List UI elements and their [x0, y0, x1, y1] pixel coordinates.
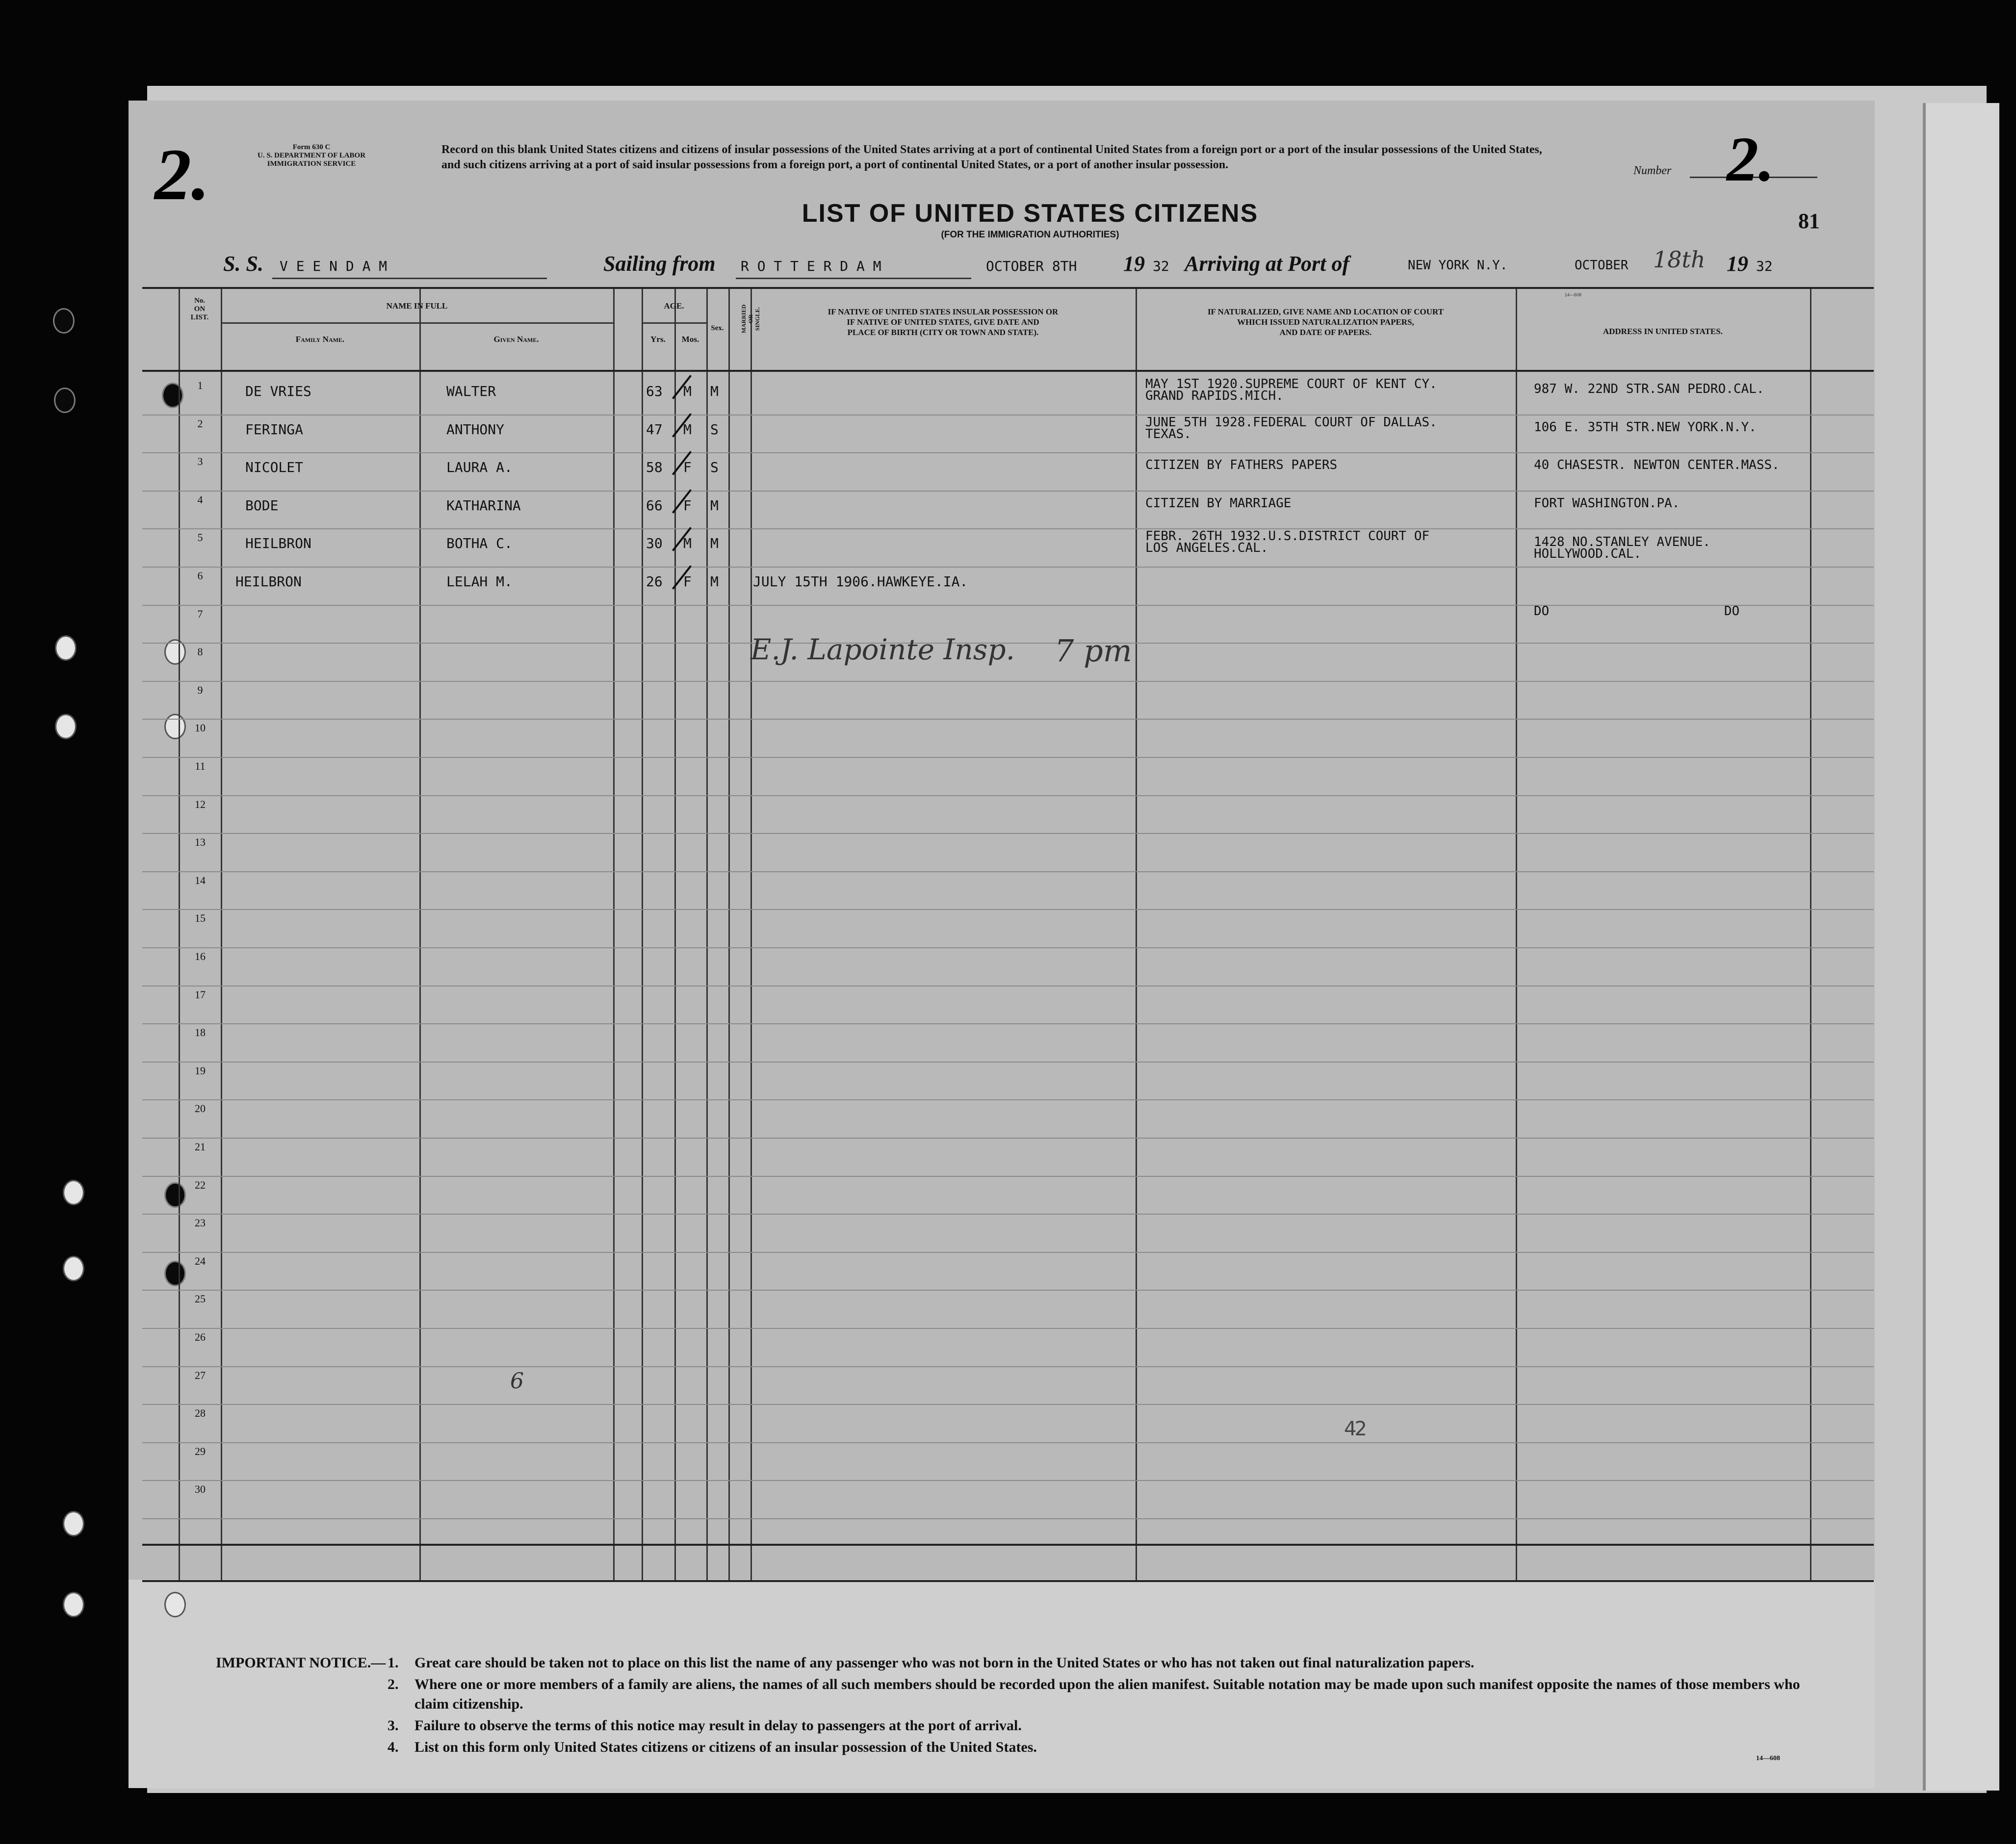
punch-hole [53, 308, 75, 334]
age-cell: 66 [646, 497, 663, 514]
row-number: 9 [197, 683, 203, 696]
notice-item-number: 2. [388, 1676, 399, 1692]
header-bottom-line [142, 370, 1874, 372]
row-number: 1 [197, 379, 203, 391]
marital-status-cell: S [710, 459, 719, 476]
row-number: 29 [195, 1445, 206, 1457]
punch-hole [55, 635, 77, 661]
punch-hole [164, 1592, 186, 1617]
row-number: 27 [195, 1369, 206, 1381]
row-rule [142, 1480, 1874, 1481]
row-rule [142, 1404, 1874, 1405]
given-name-cell: LELAH M. [446, 573, 513, 590]
header-subline [642, 322, 706, 324]
sex-cell: M [683, 421, 692, 438]
row-rule [142, 947, 1874, 948]
given-name-cell: BOTHA C. [446, 535, 513, 552]
col-line [706, 289, 708, 1580]
col-line [179, 289, 180, 1580]
sex-cell: F [683, 497, 692, 514]
document-title: LIST OF UNITED STATES CITIZENS [801, 199, 1259, 228]
row-rule [142, 757, 1874, 758]
row-rule [142, 1518, 1874, 1519]
departure-year: 32 [1153, 258, 1169, 274]
row-rule [142, 1290, 1874, 1291]
year-prefix-arrival: 19 [1727, 252, 1748, 276]
arriving-label: Arriving at Port of [1185, 252, 1350, 276]
header-yrs: Yrs. [650, 335, 666, 344]
header-sex: Sex. [711, 324, 724, 332]
punch-hole [54, 388, 76, 413]
notice-item-number: 3. [388, 1717, 399, 1734]
notice-item-text: List on this form only United States citizens or citizens of an insular possession of the United States. [414, 1739, 1037, 1755]
row-rule [142, 1252, 1874, 1253]
naturalization-cell: FEBR. 26TH 1932.U.S.DISTRICT COURT OF LOS ANGELES.CAL. [1145, 529, 1430, 556]
form-number: Form 630 C U. S. DEPARTMENT OF LABOR IMMIGRATION SERVICE [258, 143, 366, 168]
row-number: 30 [195, 1483, 206, 1496]
row-rule [142, 1366, 1874, 1367]
family-name-cell: DE VRIES [245, 383, 311, 399]
marital-status-cell: S [710, 421, 719, 438]
notice-label: IMPORTANT NOTICE.— [216, 1655, 386, 1671]
row-number: 2 [197, 417, 203, 430]
row-rule [142, 681, 1874, 682]
sex-cell: F [683, 459, 692, 476]
row-rule [142, 1138, 1874, 1139]
row-number: 19 [195, 1064, 206, 1077]
family-name-cell: BODE [245, 497, 279, 514]
marital-status-cell: M [710, 383, 719, 399]
table-bottom-rule [142, 1544, 1874, 1546]
arrival-port: NEW YORK N.Y. [1408, 258, 1508, 273]
given-name-cell: KATHARINA [446, 497, 521, 514]
row-rule [142, 909, 1874, 910]
naturalization-cell: MAY 1ST 1920.SUPREME COURT OF KENT CY. GRAND RAPIDS.MICH. [1145, 377, 1437, 403]
col-line [613, 289, 615, 1580]
col-line [1136, 289, 1137, 1580]
header-naturalized: IF NATURALIZED, GIVE NAME AND LOCATION OF COURT WHICH ISSUED NATURALIZATION PAPERS, AND DATE OF PAPERS. [1207, 307, 1444, 337]
col-line [728, 289, 730, 1580]
inspection-time: 7 pm [1055, 633, 1132, 669]
row-rule [142, 986, 1874, 987]
ditto-mark: DO [1724, 603, 1740, 619]
header-address: ADDRESS IN UNITED STATES. [1602, 327, 1723, 336]
row-rule [142, 1442, 1874, 1443]
naturalization-cell: CITIZEN BY FATHERS PAPERS [1145, 458, 1338, 473]
row-rule [142, 1099, 1874, 1100]
header-birth: IF NATIVE OF UNITED STATES INSULAR POSSESSION OR IF NATIVE OF UNITED STATES, GIVE DATE AND PLACE OF BIRTH (CITY OR TOWN AND STATE). [827, 307, 1059, 337]
marital-status-cell: M [710, 497, 719, 514]
notice-item-number: 4. [388, 1739, 399, 1755]
col-line [674, 289, 676, 1580]
handwritten-count: 6 [510, 1369, 524, 1394]
row-number: 25 [195, 1293, 206, 1305]
header-no-on-list: No. ON LIST. [190, 297, 209, 321]
row-rule [142, 452, 1874, 453]
row-number: 17 [195, 988, 206, 1001]
row-rule [142, 1214, 1874, 1215]
handwritten-number: 2. [1727, 124, 1775, 195]
col-line [419, 289, 421, 1580]
row-number: 20 [195, 1102, 206, 1115]
header-family-name: Family Name. [295, 335, 345, 344]
row-number: 12 [195, 798, 206, 810]
col-line [750, 289, 752, 1580]
header-married-single: MARRIED OR SINGLE. [740, 304, 761, 334]
age-cell: 63 [646, 383, 663, 399]
header-given-name: Given Name. [493, 335, 539, 344]
header-subline [221, 322, 613, 324]
page-number: 81 [1798, 209, 1820, 233]
col-line [1810, 289, 1811, 1580]
arrival-year: 32 [1756, 258, 1773, 274]
document-subtitle: (FOR THE IMMIGRATION AUTHORITIES) [941, 230, 1119, 240]
row-rule [142, 605, 1874, 606]
ship-name: V E E N D A M [280, 258, 388, 274]
sex-cell: M [683, 535, 692, 552]
row-rule [142, 415, 1874, 416]
notice-item-text: Failure to observe the terms of this notice may result in delay to passengers at the port of arrival. [414, 1717, 1022, 1734]
ditto-mark: DO [1534, 603, 1550, 619]
row-rule [142, 871, 1874, 872]
punch-hole [63, 1256, 84, 1281]
family-name-cell: HEILBRON [245, 535, 311, 552]
row-rule [142, 1062, 1874, 1063]
row-number: 11 [195, 760, 206, 772]
marital-status-cell: M [710, 535, 719, 552]
naturalization-cell: CITIZEN BY MARRIAGE [1145, 495, 1292, 511]
row-number: 26 [195, 1331, 206, 1343]
header-form-code: 14—608 [1565, 292, 1582, 297]
row-number: 23 [195, 1217, 206, 1229]
ship-underline [272, 278, 547, 279]
age-cell: 58 [646, 459, 663, 476]
row-number: 16 [195, 950, 206, 962]
row-number: 5 [197, 531, 203, 544]
row-number: 24 [195, 1254, 206, 1267]
notice-item [388, 1675, 1827, 1714]
marital-status-cell: M [710, 573, 719, 590]
address-cell: 1428 NO.STANLEY AVENUE. HOLLYWOOD.CAL. [1534, 535, 1711, 562]
row-rule [142, 833, 1874, 834]
row-number: 22 [195, 1178, 206, 1191]
arrival-day: 18th [1653, 246, 1706, 273]
row-number: 7 [197, 607, 203, 620]
row-number: 6 [197, 570, 203, 582]
col-line [642, 289, 643, 1580]
punch-hole [55, 714, 77, 739]
family-name-cell: FERINGA [245, 421, 304, 438]
notice-item [388, 1716, 1827, 1736]
address-cell: 987 W. 22ND STR.SAN PEDRO.CAL. [1534, 382, 1764, 396]
arrival-month: OCTOBER [1575, 258, 1628, 273]
inspector-signature: E.J. Lapointe Insp. [750, 633, 1015, 666]
naturalization-cell: JUNE 5TH 1928.FEDERAL COURT OF DALLAS. TEXAS. [1145, 415, 1437, 442]
given-name-cell: LAURA A. [446, 459, 513, 476]
handwritten-list-number: 2. [155, 134, 210, 215]
age-cell: 30 [646, 535, 663, 552]
row-rule [142, 1328, 1874, 1329]
row-rule [142, 528, 1874, 529]
row-rule [142, 1023, 1874, 1024]
row-number: 3 [197, 455, 203, 468]
notice-item [388, 1653, 1827, 1673]
family-name-cell: HEILBRON [235, 573, 302, 590]
birth-cell: JULY 15TH 1906.HAWKEYE.IA. [753, 573, 968, 590]
row-rule [142, 491, 1874, 492]
header-age: AGE. [664, 301, 684, 311]
manifest-table [142, 287, 1874, 1582]
header-mos: Mos. [681, 335, 699, 344]
row-number: 10 [195, 722, 206, 734]
notice-item-number: 1. [388, 1655, 399, 1671]
address-cell: FORT WASHINGTON.PA. [1534, 495, 1680, 511]
header-name-in-full: NAME IN FULL [386, 301, 448, 311]
departure-date: OCTOBER 8TH [986, 258, 1077, 274]
row-rule [142, 795, 1874, 796]
age-cell: 26 [646, 573, 663, 590]
col-line [1516, 289, 1517, 1580]
year-prefix: 19 [1123, 252, 1145, 276]
given-name-cell: WALTER [446, 383, 496, 399]
voyage-line [216, 246, 1835, 281]
row-number: 15 [195, 912, 206, 925]
page-edge [1923, 103, 1999, 1791]
given-name-cell: ANTHONY [446, 421, 505, 438]
punch-hole [63, 1511, 84, 1536]
preamble-text: Record on this blank United States citizens and citizens of insular possessions of the United States arriving at a port of continental United States from a foreign port or a port of the insular possessions of the United States, and such citizens arriving at a port of said insular possessions from a foreign port, a port of continental United States, or a port of another insular possession. [441, 143, 1542, 171]
row-rule [142, 567, 1874, 568]
row-number: 28 [195, 1407, 206, 1420]
age-cell: 47 [646, 421, 663, 438]
row-number: 4 [197, 493, 203, 506]
row-rule [142, 1176, 1874, 1177]
row-number: 8 [197, 646, 203, 658]
row-number: 14 [195, 874, 206, 886]
row-rule [142, 719, 1874, 720]
port-underline [736, 278, 971, 279]
number-label: Number [1633, 164, 1672, 177]
sex-cell: M [683, 383, 692, 399]
family-name-cell: NICOLET [245, 459, 304, 476]
stamp-number: 42 [1344, 1418, 1365, 1440]
departure-port: R O T T E R D A M [741, 258, 881, 274]
notice-item-text: Great care should be taken not to place on this list the name of any passenger who was not born in the United States or who has not taken out final naturalization papers. [414, 1655, 1474, 1671]
punch-hole [63, 1180, 84, 1205]
notice-item-text: Where one or more members of a family are aliens, the names of all such members should be recorded upon the alien manifest. Suitable notation may be made upon such manifest opposite the names of those members who claim citizenship. [414, 1676, 1800, 1712]
sex-cell: F [683, 573, 692, 590]
ss-label: S. S. [223, 252, 263, 276]
sailing-label: Sailing from [603, 252, 716, 276]
row-number: 21 [195, 1141, 206, 1153]
notice-item [388, 1738, 1827, 1757]
address-cell: 40 CHASESTR. NEWTON CENTER.MASS. [1534, 458, 1780, 473]
row-number: 13 [195, 836, 206, 849]
col-line [221, 289, 222, 1580]
punch-hole [63, 1592, 84, 1617]
footer-form-code: 14—608 [1756, 1755, 1780, 1762]
address-cell: 106 E. 35TH STR.NEW YORK.N.Y. [1534, 419, 1757, 435]
row-number: 18 [195, 1026, 206, 1039]
